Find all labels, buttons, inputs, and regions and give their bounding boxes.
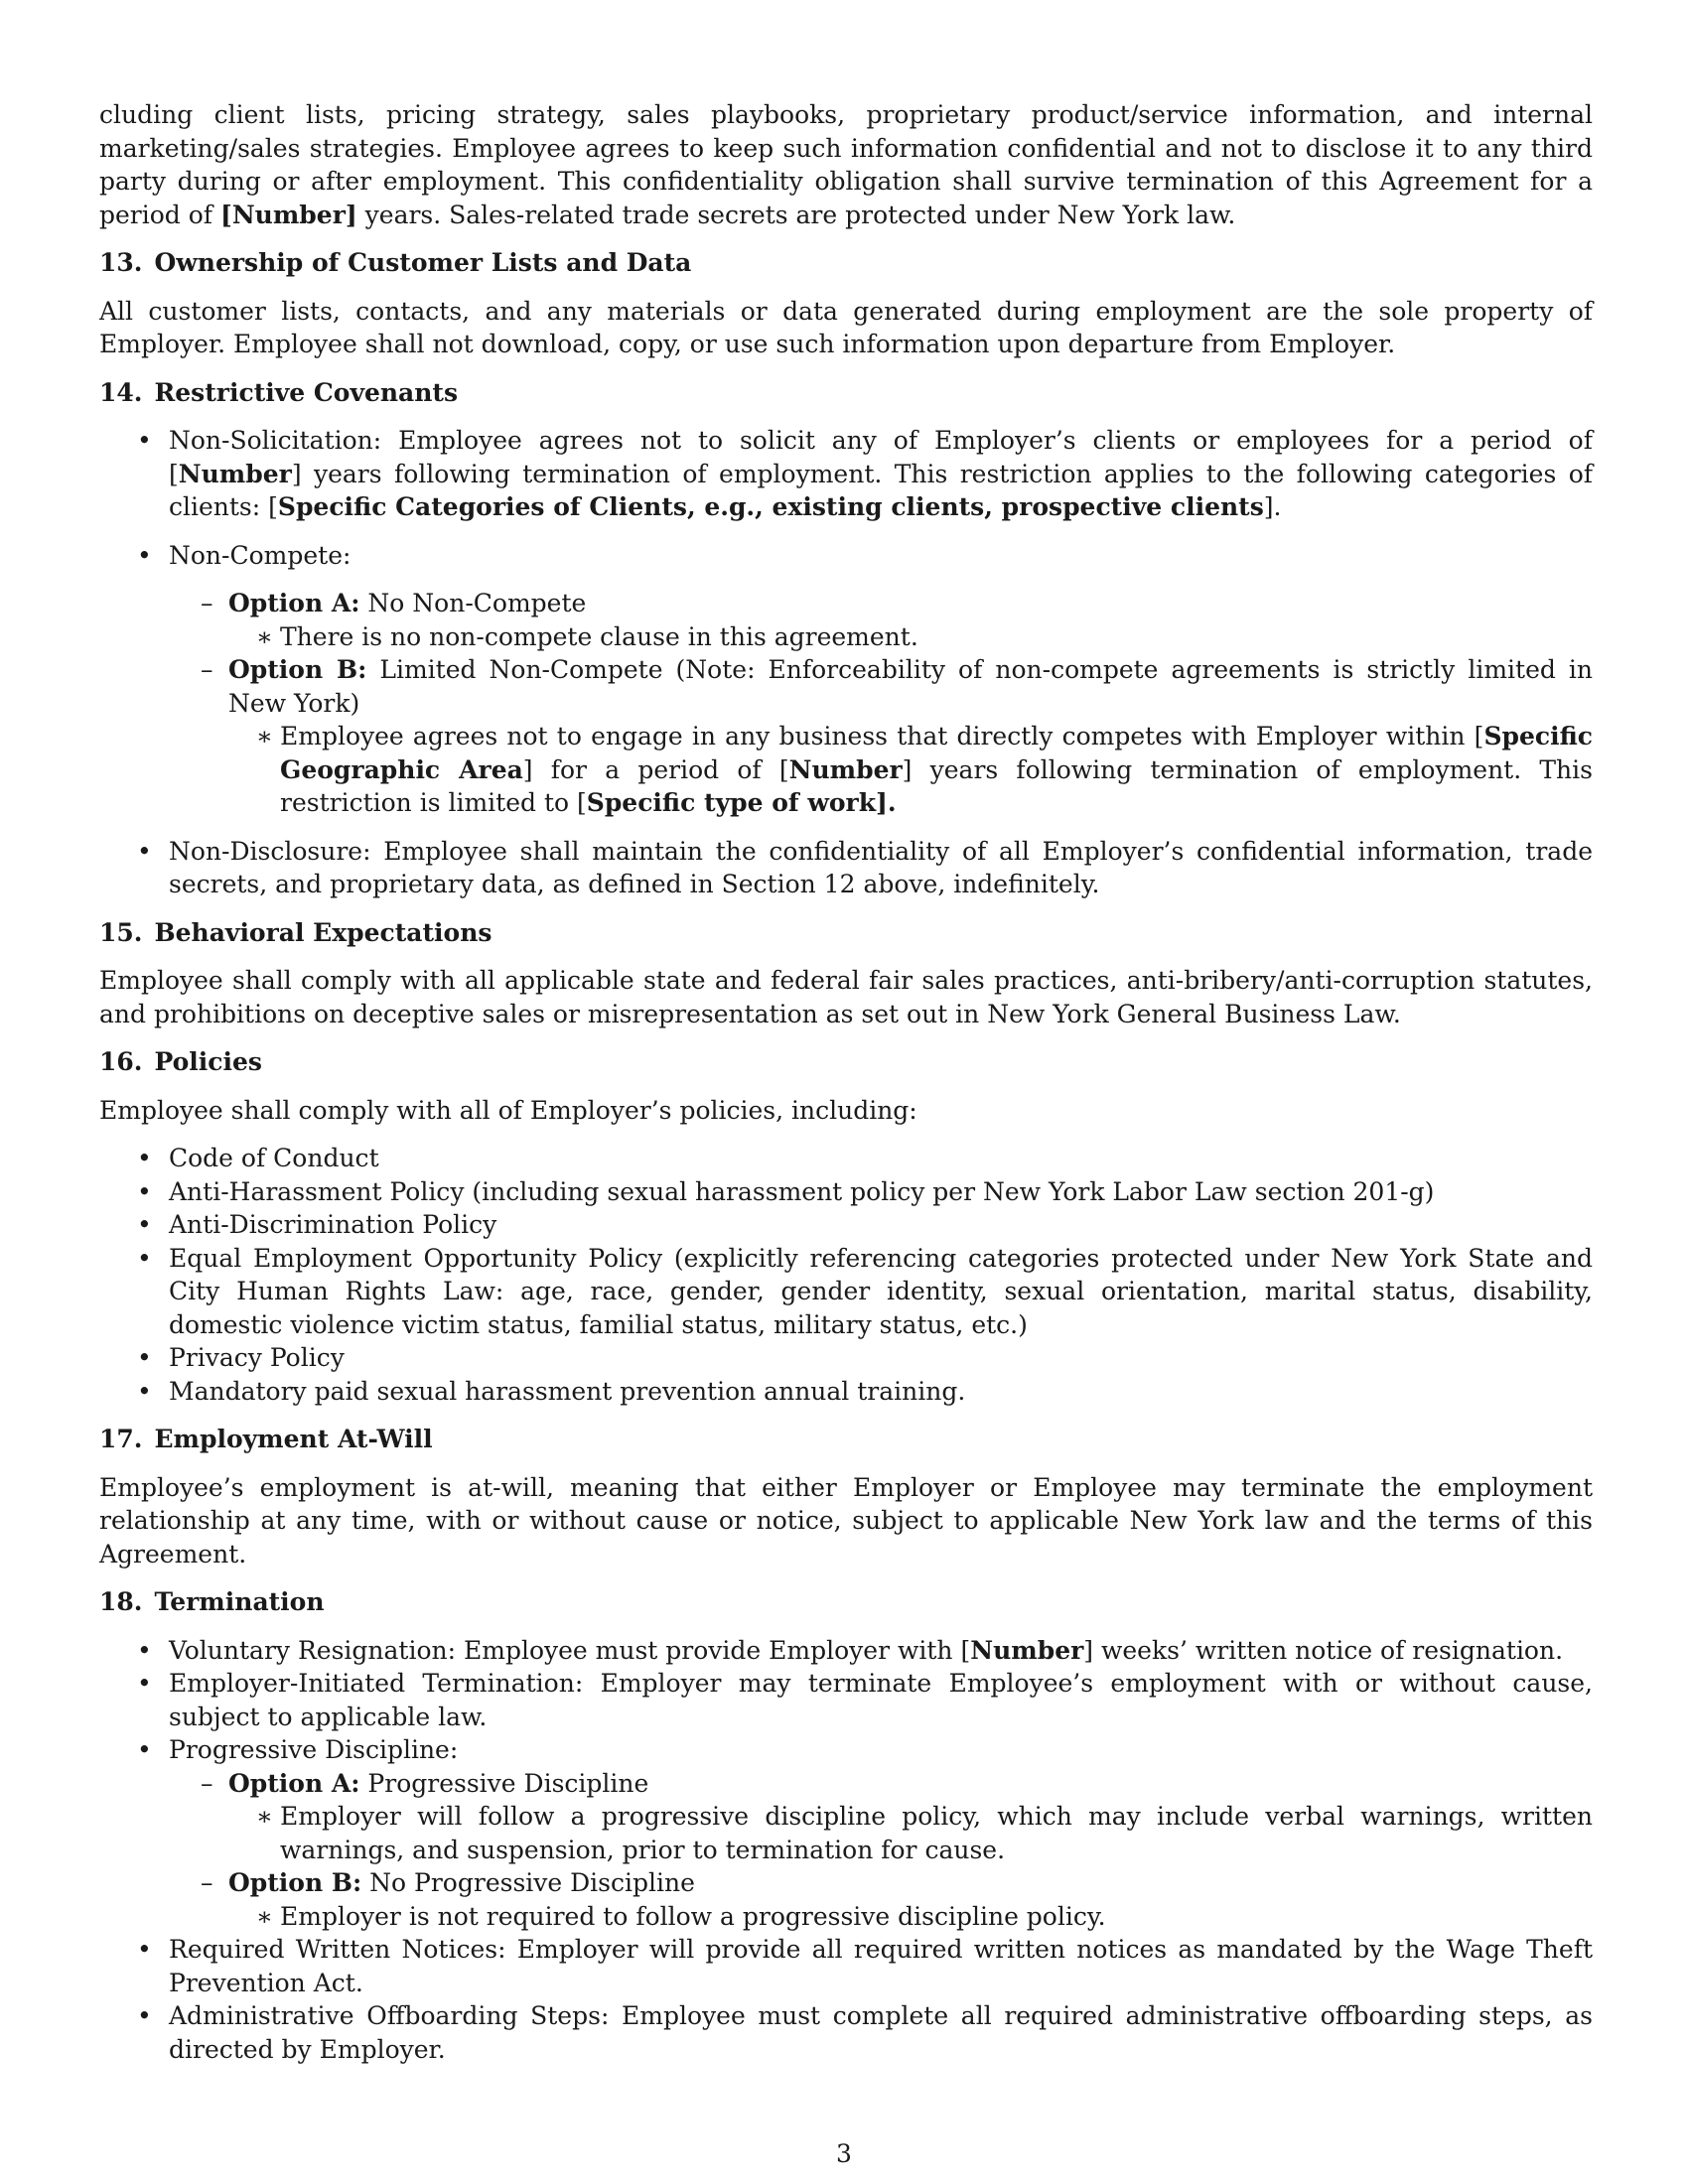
document-page xyxy=(99,98,1593,2066)
list-item-non-disclosure: • Non-Disclosure: Employee shall maintain the confidentiality of all Employer’s confidential information, trade secrets, and proprietary data, as defined in Section 12 above, indefinitely. xyxy=(99,835,1593,901)
section-15-heading: 15. Behavioral Expectations xyxy=(99,917,492,947)
option-a-detail: ∗ There is no non-compete clause in this agreement. xyxy=(228,620,1593,654)
section-16-heading: 16. Policies xyxy=(99,1047,262,1076)
section-15-body: Employee shall comply with all applicable state and federal fair sales practices, anti-bribery/anti-corruption statutes, and prohibitions on deceptive sales or misrepresentation as set out in New York General Business Law. xyxy=(99,966,1593,1028)
list-item: • Equal Employment Opportunity Policy (explicitly referencing categories protected under New York State and City Human Rights Law: age, race, gender, gender identity, sexual orientation, marital status, disability, domestic violence victim status, familial status, military status, etc.) xyxy=(99,1242,1593,1342)
option-b: – Option B: Limited Non-Compete (Note: Enforceability of non-compete agreements is strictly limited in New York) ∗ Employee agrees not to engage in any business that directly competes with Employer within [Specific Geographic Area] for a period of [Number] years following termination of employment. This restriction is limited to [Specific type of work]. xyxy=(169,653,1593,820)
list-item: • Privacy Policy xyxy=(99,1341,1593,1375)
placeholder-number: [Number] xyxy=(220,200,357,229)
section-17-heading: 17. Employment At-Will xyxy=(99,1425,433,1453)
section-14-list xyxy=(99,424,1593,901)
option-b-detail: ∗ Employee agrees not to engage in any business that directly competes with Employer within [Specific Geographic Area] for a period of [Number] years following termination of employment. This restriction is limited to [Specific type of work]. xyxy=(228,720,1593,820)
non-compete-options xyxy=(169,587,1593,820)
discipline-options xyxy=(169,1767,1593,1934)
option-b-detail: ∗ Employer is not required to follow a progressive discipline policy. xyxy=(228,1900,1593,1934)
list-item: • Code of Conduct xyxy=(99,1142,1593,1175)
list-item: • Anti-Harassment Policy (including sexual harassment policy per New York Labor Law section 201-g) xyxy=(99,1175,1593,1209)
page-number: 3 xyxy=(836,2139,852,2168)
list-item-offboarding: • Administrative Offboarding Steps: Employee must complete all required administrative offboarding steps, as directed by Employer. xyxy=(99,1999,1593,2066)
option-a: – Option A: Progressive Discipline ∗ Employer will follow a progressive discipline policy, which may include verbal warnings, written warnings, and suspension, prior to termination for cause. xyxy=(169,1767,1593,1867)
policies-list xyxy=(99,1142,1593,1408)
section-17-body: Employee’s employment is at-will, meaning that either Employer or Employee may terminate the employment relationship at any time, with or without cause or notice, subject to applicable New York law and the terms of this Agreement. xyxy=(99,1472,1593,1569)
section-18-heading: 18. Termination xyxy=(99,1587,325,1616)
option-b: – Option B: No Progressive Discipline ∗ Employer is not required to follow a progressive discipline policy. xyxy=(169,1866,1593,1933)
list-item: • Mandatory paid sexual harassment prevention annual training. xyxy=(99,1375,1593,1409)
list-item-non-solicitation: • Non-Solicitation: Employee agrees not to solicit any of Employer’s clients or employees for a period of [Number] years following termination of employment. This restriction applies to the following categories of clients: [Specific Categories of Clients, e.g., existing clients, prospective clients]. xyxy=(99,424,1593,524)
intro-paragraph: cluding client lists, pricing strategy, sales playbooks, proprietary product/service information, and internal marketing/sales strategies. Employee agrees to keep such information confidential and not to disclose it to any third party during or after employment. This confidentiality obligation shall survive termination of this Agreement for a period of [Number] years. Sales-related trade secrets are protected under New York law. xyxy=(99,100,1593,229)
list-item-employer-termination: • Employer-Initiated Termination: Employer may terminate Employee’s employment with or without cause, subject to applicable law. xyxy=(99,1667,1593,1733)
section-14-heading: 14. Restrictive Covenants xyxy=(99,377,459,407)
section-13-body: All customer lists, contacts, and any materials or data generated during employment are the sole property of Employer. Employee shall not download, copy, or use such information upon departure from Employer. xyxy=(99,296,1593,358)
option-a: – Option A: No Non-Compete ∗ There is no non-compete clause in this agreement. xyxy=(169,587,1593,653)
section-18-list xyxy=(99,1634,1593,2067)
list-item-voluntary-resignation: • Voluntary Resignation: Employee must provide Employer with [Number] weeks’ written notice of resignation. xyxy=(99,1634,1593,1668)
list-item: • Anti-Discrimination Policy xyxy=(99,1208,1593,1242)
option-a-detail: ∗ Employer will follow a progressive discipline policy, which may include verbal warnings, written warnings, and suspension, prior to termination for cause. xyxy=(228,1800,1593,1866)
section-16-intro: Employee shall comply with all of Employer’s policies, including: xyxy=(99,1095,917,1125)
list-item-written-notices: • Required Written Notices: Employer will provide all required written notices as mandated by the Wage Theft Prevention Act. xyxy=(99,1933,1593,1999)
list-item-progressive-discipline: • Progressive Discipline: – Option A: Progressive Discipline ∗ Employer will follow a progressive discipline policy, which may include verbal warnings, written warnings, and suspension, prior to termination for cause. – Option B: No Progressive Discipline ∗ Employer is not required to follow a progressive discipline policy. xyxy=(99,1733,1593,1933)
section-13-heading: 13. Ownership of Customer Lists and Data xyxy=(99,248,692,277)
list-item-non-compete: • Non-Compete: – Option A: No Non-Compete ∗ There is no non-compete clause in this agreement. – Option B: Limited Non-Compete (Note: Enforceability of non-compete agreements is strictly limited in New York) ∗ Employee agrees not to engage in any business that directly competes with Employer within [Specific Geographic Area] for a period of [Number] years following termination of employment. This restriction is limited to [Specific type of work]. xyxy=(99,539,1593,820)
